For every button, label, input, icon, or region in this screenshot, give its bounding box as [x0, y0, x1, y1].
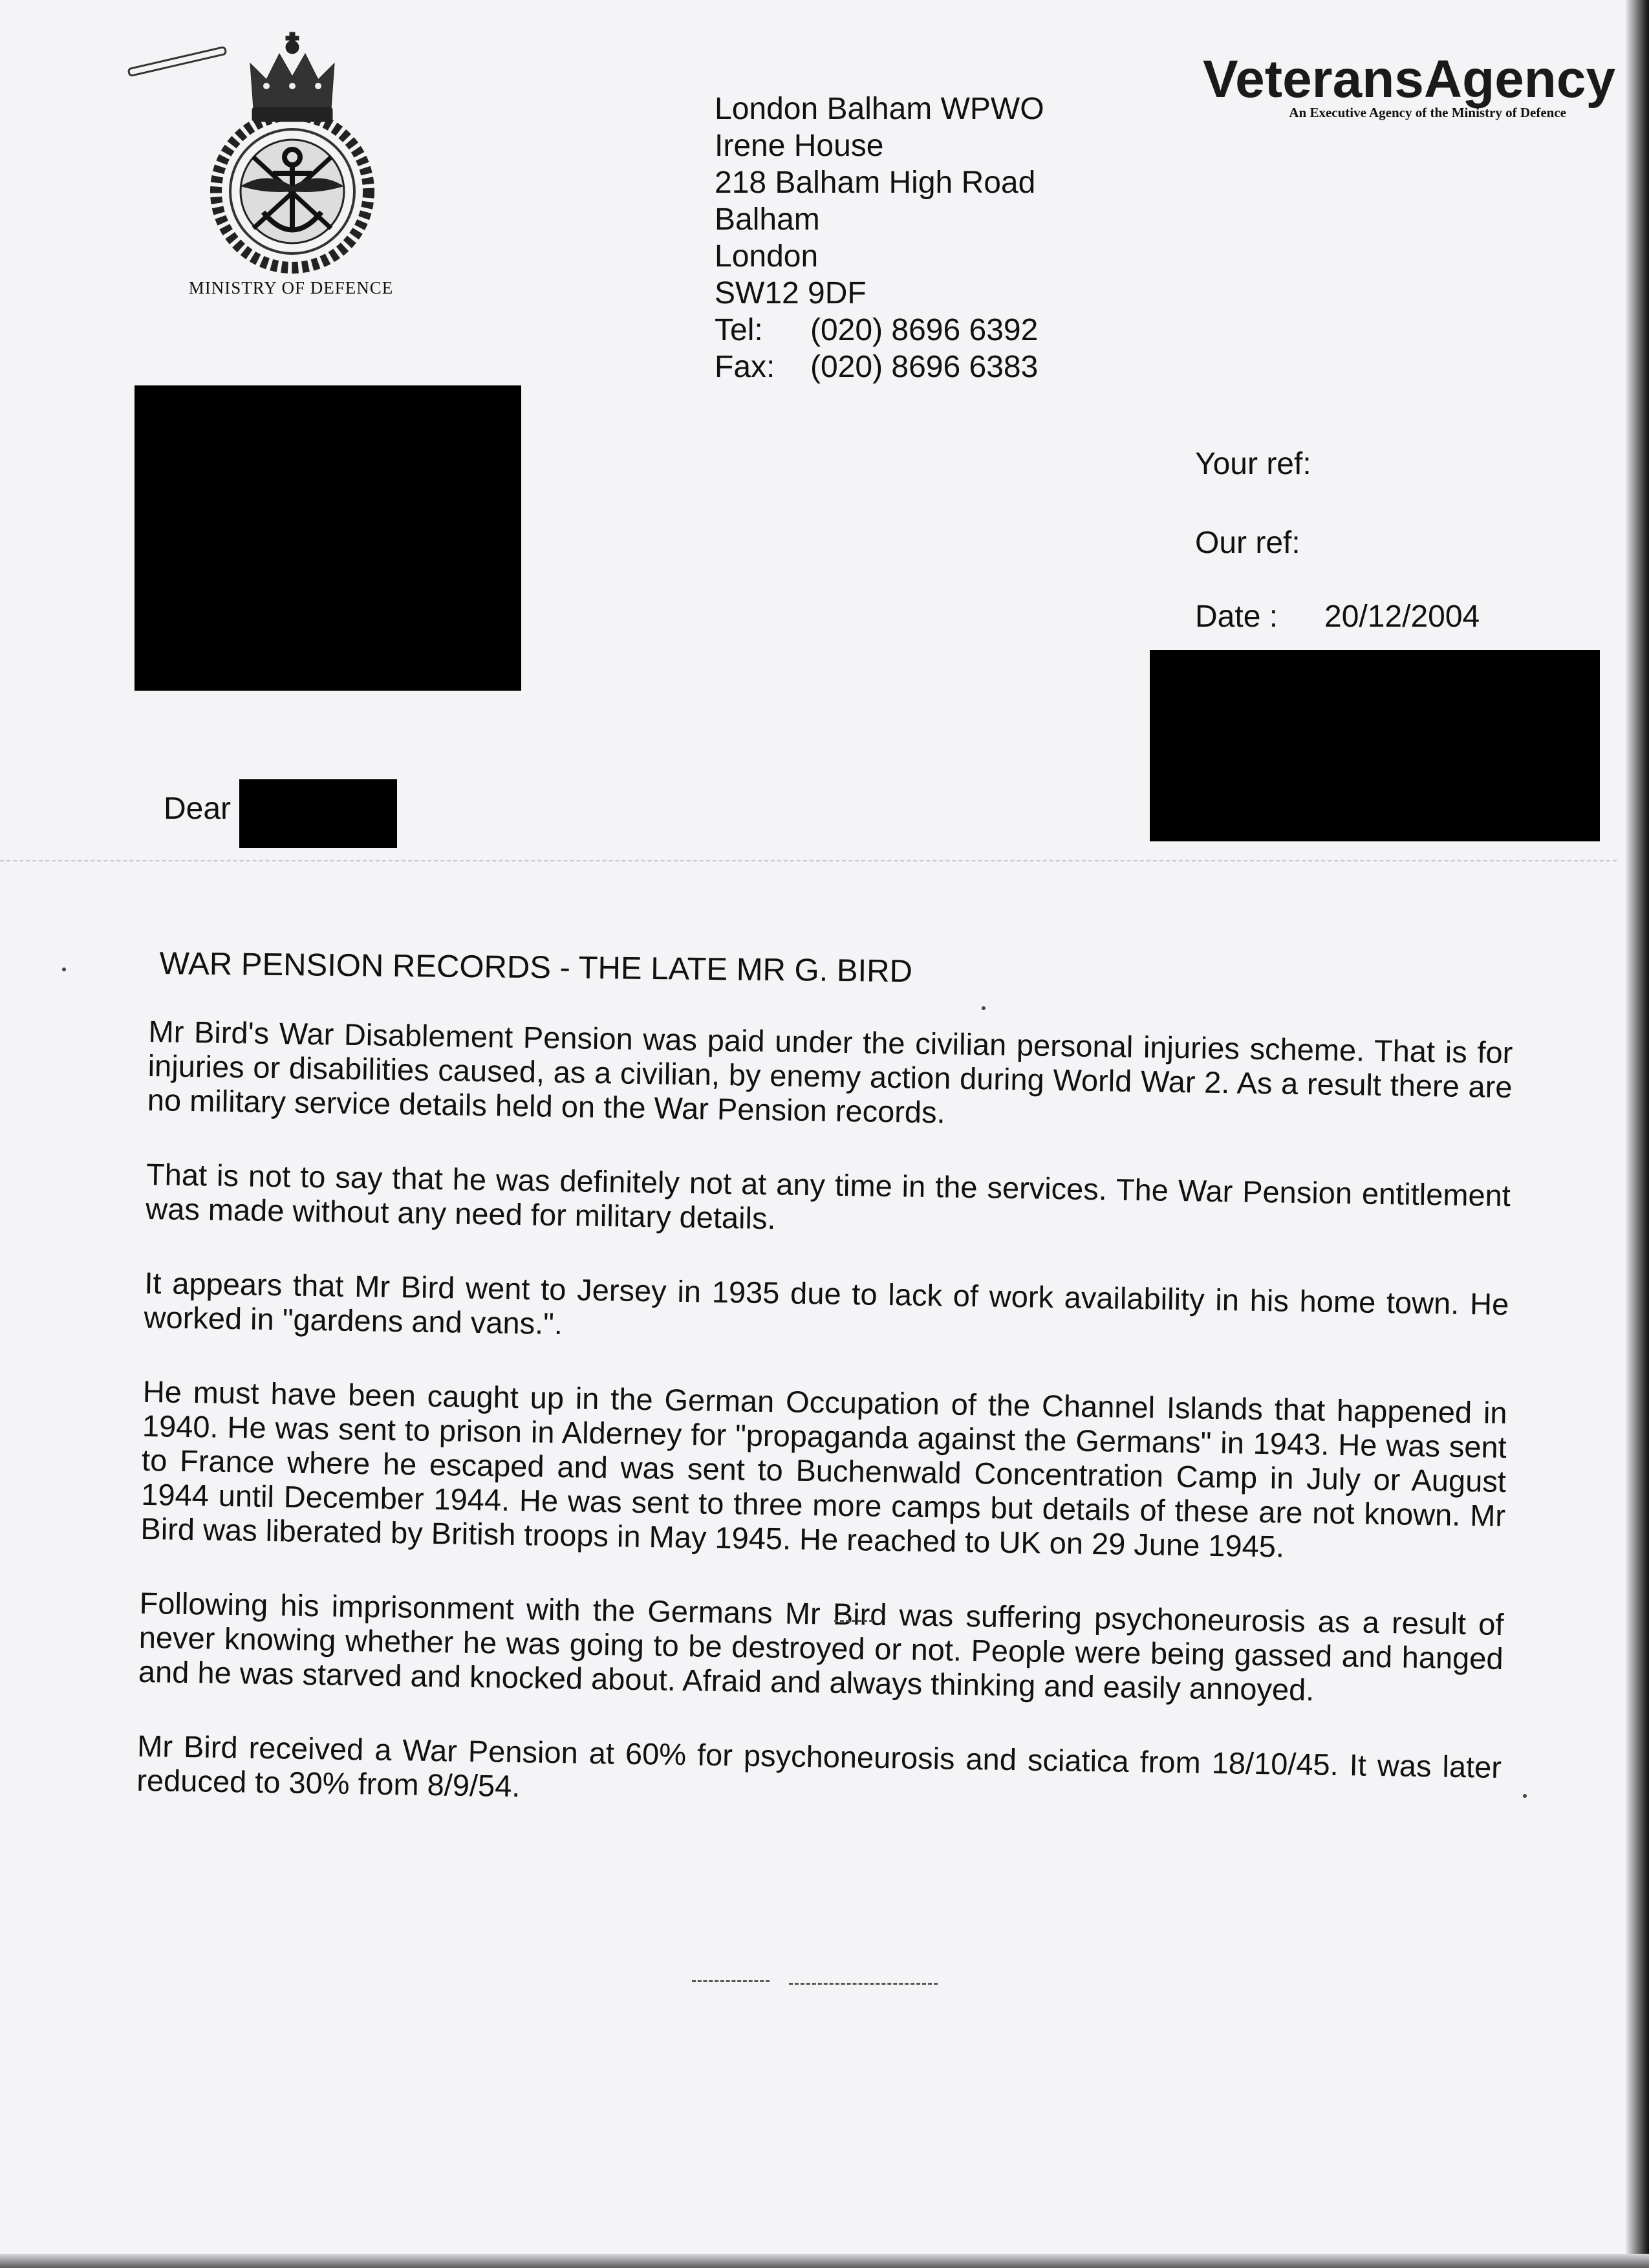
fax-row	[715, 349, 1044, 385]
scan-edge-right	[1626, 0, 1649, 2268]
brand-subtitle: An Executive Agency of the Ministry of Defence	[1289, 105, 1566, 120]
telephone-label: Tel:	[715, 313, 763, 347]
date-row	[1195, 599, 1480, 634]
scan-mark	[692, 1980, 770, 1982]
address-line: SW12 9DF	[715, 276, 867, 310]
our-ref-label: Our ref:	[1195, 526, 1300, 560]
fax-number: (020) 8696 6383	[810, 350, 1039, 384]
telephone-number: (020) 8696 6392	[810, 313, 1039, 347]
letter-body	[136, 1014, 1513, 1859]
sender-address	[715, 91, 1044, 385]
scan-speck	[62, 967, 66, 971]
salutation: Dear	[164, 792, 232, 826]
redacted-reference-block	[1150, 650, 1600, 841]
address-line: London	[715, 239, 819, 274]
our-ref-row	[1195, 525, 1300, 561]
redacted-recipient-address	[135, 385, 521, 691]
scan-speck	[1523, 1794, 1527, 1798]
address-line: Balham	[715, 202, 820, 237]
telephone-row	[715, 312, 1044, 349]
fax-label: Fax:	[715, 350, 775, 384]
date-label: Date :	[1195, 599, 1278, 634]
veterans-agency-logo	[1203, 50, 1616, 121]
address-line: 218 Balham High Road	[715, 166, 1036, 200]
scan-speck	[982, 1006, 986, 1010]
body-paragraph: That is not to say that he was definitely not at any time in the services. The War Pension entitlement was made without any need for military details.	[145, 1156, 1511, 1236]
redacted-recipient-name	[239, 779, 397, 848]
scan-mark	[789, 1983, 938, 1985]
address-line: London Balham WPWO	[715, 92, 1044, 126]
body-paragraph: It appears that Mr Bird went to Jersey in 1935 due to lack of work availability in his home town. He worked in "gardens and vans.".	[144, 1265, 1509, 1341]
mod-crest-graphic	[182, 25, 402, 283]
body-paragraph: He must have been caught up in the German Occupation of the Channel Islands that happened in 1940. He was sent to prison in Alderney for "propaganda against the Germans" in 1943. He was sent to France where he escaped and was sent to Buchenwald Concentration Camp in July or August 1944 until December 1944. He was sent to three more camps but details of these are not known. Mr Bird was liberated by British troops in May 1945. He reached to UK on 29 June 1945.	[140, 1374, 1507, 1564]
date-value: 20/12/2004	[1324, 599, 1480, 634]
body-paragraph: Following his imprisonment with the Germans Mr Bird was suffering psychoneurosis as a result of never knowing whether he was going to be destroyed or not. People were being gassed and hanged and he was starved and knocked about. Afraid and always thinking and easily annoyed.	[138, 1585, 1504, 1707]
mod-label: MINISTRY OF DEFENCE	[188, 278, 394, 297]
address-line: Irene House	[715, 129, 884, 163]
body-paragraph: Mr Bird's War Disablement Pension was paid under the civilian personal injuries scheme. That is for injuries or disabilities caused, as a civilian, by enemy action during World War 2. As a result there are no military service details held on the War Pension records.	[147, 1014, 1513, 1130]
letter-subject: WAR PENSION RECORDS - THE LATE MR G. BIRD	[159, 946, 913, 989]
body-paragraph: Mr Bird received a War Pension at 60% for psychoneurosis and sciatica from 18/10/45. It was later reduced to 30% from 8/9/54.	[136, 1728, 1502, 1804]
scan-edge-bottom	[0, 2254, 1649, 2268]
brand-name: VeteransAgency	[1203, 50, 1616, 109]
scan-mark	[834, 1620, 873, 1622]
fold-line	[0, 860, 1617, 861]
your-ref-row	[1195, 446, 1311, 482]
your-ref-label: Your ref:	[1195, 447, 1311, 481]
mod-crest-icon	[182, 25, 402, 283]
